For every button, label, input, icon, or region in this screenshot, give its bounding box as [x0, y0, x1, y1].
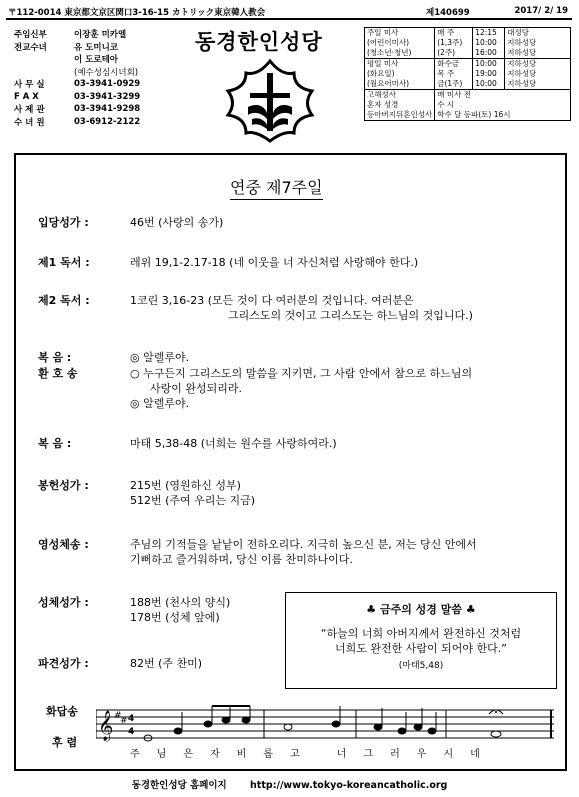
top-bar: [6, 4, 572, 20]
table-cell: 화수금 목 주 금(1주): [435, 59, 473, 90]
svg-text:𝄞: 𝄞: [98, 711, 114, 741]
issue-number: 제140699: [426, 8, 470, 18]
table-cell: 12:15 10:00 16:00: [473, 28, 505, 59]
communion-antiphon: 영성체송 : 주님의 기적들을 낱낱이 전하오리다. 지극히 높으신 분, 저는 당신 안에서 기뻐하고 즐거워하며, 당신 이름 찬미하나이다.: [38, 538, 477, 566]
verse-line: 너희도 완전한 사람이 되어야 한다.”: [335, 642, 507, 655]
music-staff-icon: [96, 704, 554, 744]
info-row: 사 무 실 03-3941-0929: [14, 79, 141, 91]
svg-text:#: #: [114, 711, 122, 721]
table-cell: 주일 미사 (어린이미사) (청소년·청년): [365, 28, 435, 59]
table-row: [365, 59, 571, 90]
footer: [0, 777, 579, 791]
acclamation-verse: 환 호 송 ○ 누구든지 그리스도의 말씀을 지키면, 그 사람 안에서 참으로 하느님의 사랑이 완성되리라. ◎ 알렐루야.: [38, 367, 473, 410]
psalm-label: 화답송: [46, 705, 78, 718]
refrain-label: 후 렴: [52, 736, 78, 749]
info-row: 주임신부 이장훈 미카엘: [14, 30, 127, 41]
table-cell: 지하성당 지하성당 지하성당: [505, 59, 571, 90]
verse-heading: ♣ 금주의 성경 말씀 ♣: [366, 603, 476, 616]
gospel: 복 음 : 마태 5,38-48 (너희는 원수를 사랑하여라.): [38, 437, 337, 450]
table-cell: 고해성사 혼자 성경 등아버지뒤혼인성사: [365, 90, 435, 121]
first-reading: 제1 독서 : 레위 19,1-2.17-18 (네 이웃을 너 자신처럼 사랑해야 한다.): [38, 256, 419, 269]
table-cell: 매 미사 전 수 시 학수 달 등파(토) 16시: [435, 90, 571, 121]
sunday-heading: 연중 제7주일: [230, 175, 323, 200]
table-cell: 대성당 지하성당 지하성당: [505, 28, 571, 59]
mass-schedule-table: [364, 27, 571, 121]
info-row: 이 도로테아: [74, 55, 119, 66]
svg-text:4: 4: [128, 714, 135, 724]
issue-date: 2017/ 2/ 19: [514, 6, 568, 16]
second-reading: 제2 독서 : 1코린 3,16-23 (모든 것이 다 여러분의 것입니다. 여러분은 그리스도의 것이고 그리스도는 하느님의 것입니다.): [38, 294, 473, 322]
svg-text:#: #: [120, 716, 128, 726]
table-cell: 매 주 (1,3주) (2주): [435, 28, 473, 59]
communion-hymn: 성체성가 : 188번 (천사의 양식) 178번 (성체 앞에): [38, 596, 231, 624]
gospel-acclamation: 복 음 : ◎ 알렐루야.: [38, 351, 190, 364]
church-address: 〒112-0014 東京都文京区関口3-16-15 カトリック東京韓人教会: [8, 8, 266, 18]
info-row: 사 제 관 03-3941-9298: [14, 104, 141, 116]
offertory-hymn: 봉헌성가 : 215번 (영원하신 성부) 512번 (주여 우리는 지금): [38, 479, 256, 507]
footer-name: 동경한인성당 홈페이지: [131, 780, 227, 791]
table-cell: 평일 미사 (화요일) (월요어미사): [365, 59, 435, 90]
table-cell: 10:00 19:00 10:00: [473, 59, 505, 90]
church-title: 동경한인성당: [195, 29, 323, 54]
verse-line: “하늘의 너희 아버지께서 완전하신 것처럼: [320, 627, 522, 640]
entrance-hymn: 입당성가 : 46번 (사랑의 송가): [38, 216, 224, 229]
info-row: 전교수녀 유 도미니코: [14, 42, 119, 53]
info-row: (예수성심시녀회): [74, 67, 139, 78]
info-row: F A X 03-3941-3299: [14, 91, 141, 102]
homepage-link[interactable]: http://www.tokyo-koreancatholic.org: [250, 780, 448, 791]
info-row: 수 녀 원 03-6912-2122: [14, 116, 141, 128]
table-row: [365, 90, 571, 121]
weekly-verse-box: [285, 592, 557, 689]
refrain-lyrics: 주님은자비롭고 너그러우시네: [130, 749, 497, 760]
church-logo-icon: [220, 57, 320, 143]
table-row: [365, 28, 571, 59]
verse-reference: (마태5,48): [398, 661, 444, 671]
parish-info: [14, 28, 214, 128]
recessional-hymn: 파견성가 : 82번 (주 찬미): [38, 657, 203, 670]
svg-text:4: 4: [128, 727, 135, 737]
